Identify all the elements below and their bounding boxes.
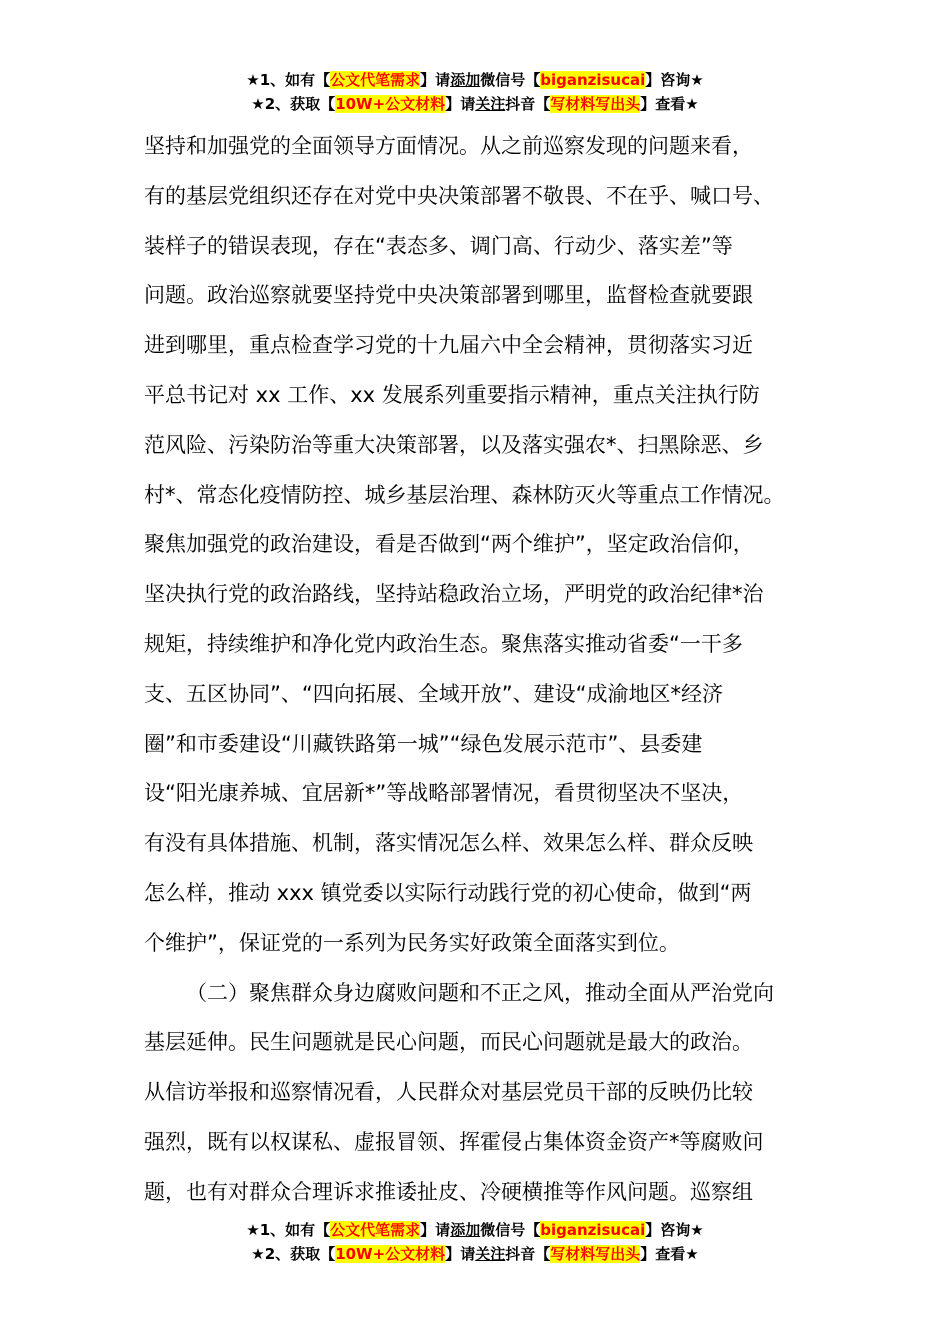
banner-line-1 xyxy=(0,68,950,92)
banner-text: 】请 xyxy=(420,1221,451,1239)
banner-text: 】查看★ xyxy=(640,95,699,113)
document-line: 支、五区协同”、“四向拓展、全域开放”、建设“成渝地区*经济 xyxy=(144,681,724,706)
banner-text: 】咨询★ xyxy=(645,1221,704,1239)
document-line: 规矩，持续维护和净化党内政治生态。聚焦落实推动省委“一干多 xyxy=(144,631,743,656)
document-line: 圈”和市委建设“川藏铁路第一城”“绿色发展示范市”、县委建 xyxy=(144,731,703,756)
document-line: 有的基层党组织还存在对党中央决策部署不敬畏、不在乎、喊口号、 xyxy=(144,183,774,208)
document-line: 强烈，既有以权谋私、虚报冒领、挥霍侵占集体资金资产*等腐败问 xyxy=(144,1129,764,1154)
section-heading-line: （二）聚焦群众身边腐败问题和不正之风，推动全面从严治党向 xyxy=(186,980,774,1005)
document-line: 范风险、污染防治等重大决策部署，以及落实强农*、扫黑除恶、乡 xyxy=(144,432,764,457)
document-line: 坚持和加强党的全面领导方面情况。从之前巡察发现的问题来看， xyxy=(144,134,753,158)
highlight-wechat-id: biganzisucai xyxy=(540,1221,646,1239)
document-line: 平总书记对 xx 工作、xx 发展系列重要指示精神，重点关注执行防 xyxy=(144,382,760,407)
footer-banner xyxy=(0,1218,950,1266)
document-line: 问题。政治巡察就要坚持党中央决策部署到哪里，监督检查就要跟 xyxy=(144,283,753,308)
document-line: 有没有具体措施、机制，落实情况怎么样、效果怎么样、群众反映 xyxy=(144,831,753,856)
banner-text: 抖音【 xyxy=(505,95,551,113)
document-line: 设“阳光康养城、宜居新*”等战略部署情况，看贯彻坚决不坚决， xyxy=(144,781,744,806)
banner-text: 】请 xyxy=(445,95,476,113)
banner-underlined-text: 添加 xyxy=(450,1221,481,1239)
highlight-douyin-account: 写材料写出头 xyxy=(550,95,641,113)
document-line: 坚决执行党的政治路线，坚持站稳政治立场，严明党的政治纪律*治 xyxy=(144,582,764,607)
document-line: 个维护”，保证党的一系列为民务实好政策全面落实到位。 xyxy=(144,930,680,955)
highlight-douyin-account: 写材料写出头 xyxy=(550,1245,641,1263)
document-line: 从信访举报和巡察情况看，人民群众对基层党员干部的反映仍比较 xyxy=(144,1080,753,1105)
banner-text: 】请 xyxy=(445,1245,476,1263)
header-banner xyxy=(0,68,950,116)
highlight-wechat-id: biganzisucai xyxy=(540,71,646,89)
banner-text: 】查看★ xyxy=(640,1245,699,1263)
highlight-materials: 10W+公文材料 xyxy=(335,95,446,113)
document-line: 基层延伸。民生问题就是民心问题，而民心问题就是最大的政治。 xyxy=(144,1030,753,1055)
document-line: 装样子的错误表现，存在“表态多、调门高、行动少、落实差”等 xyxy=(144,233,733,258)
document-line: 怎么样，推动 xxx 镇党委以实际行动践行党的初心使命，做到“两 xyxy=(144,880,752,905)
document-line: 村*、常态化疫情防控、城乡基层治理、森林防灭火等重点工作情况。 xyxy=(144,482,785,507)
banner-underlined-text: 关注 xyxy=(475,1245,506,1263)
banner-text: 抖音【 xyxy=(505,1245,551,1263)
document-line: 题，也有对群众合理诉求推诿扯皮、冷硬横推等作风问题。巡察组 xyxy=(144,1179,753,1204)
banner-underlined-text: 添加 xyxy=(450,71,481,89)
banner-text: 微信号【 xyxy=(480,71,541,89)
banner-text: ★1、如有【 xyxy=(246,71,331,89)
banner-underlined-text: 关注 xyxy=(475,95,506,113)
banner-line-1 xyxy=(0,1218,950,1242)
banner-text: ★2、获取【 xyxy=(251,1245,336,1263)
banner-line-2 xyxy=(0,1242,950,1266)
highlight-materials: 10W+公文材料 xyxy=(335,1245,446,1263)
document-body xyxy=(144,122,824,1218)
banner-text: ★1、如有【 xyxy=(246,1221,331,1239)
highlight-writing-service: 公文代笔需求 xyxy=(330,71,421,89)
banner-text: ★2、获取【 xyxy=(251,95,336,113)
banner-text: 】咨询★ xyxy=(645,71,704,89)
banner-text: 】请 xyxy=(420,71,451,89)
banner-line-2 xyxy=(0,92,950,116)
document-line: 进到哪里，重点检查学习党的十九届六中全会精神，贯彻落实习近 xyxy=(144,333,753,358)
banner-text: 微信号【 xyxy=(480,1221,541,1239)
document-line: 聚焦加强党的政治建设，看是否做到“两个维护”，坚定政治信仰， xyxy=(144,532,754,557)
highlight-writing-service: 公文代笔需求 xyxy=(330,1221,421,1239)
